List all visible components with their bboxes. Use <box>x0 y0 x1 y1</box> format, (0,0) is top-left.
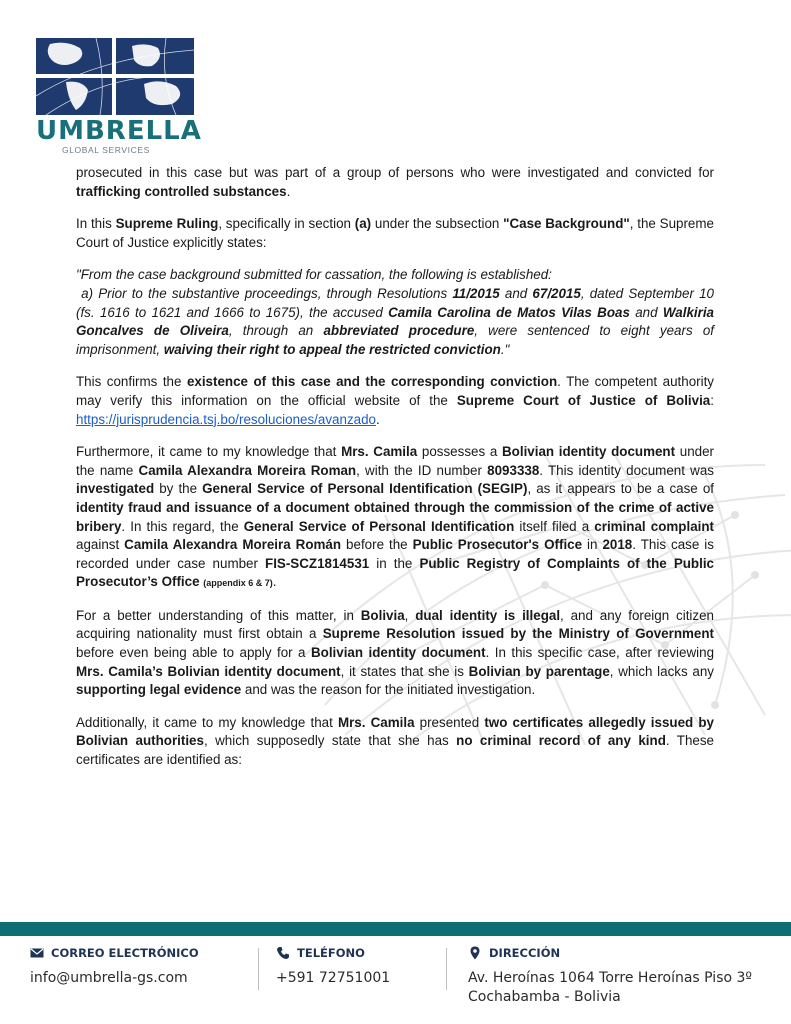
emphasis-text: "Case Background" <box>503 216 630 232</box>
body-text: and <box>499 285 533 301</box>
body-text: a) Prior to the substantive proceedings, through Resolutions <box>76 285 453 301</box>
body-text: , specifically in section <box>218 216 355 232</box>
footer-divider <box>258 948 259 990</box>
body-text: before even being able to apply for a <box>76 645 311 661</box>
address-line-1: Av. Heroínas 1064 Torre Heroínas Piso 3º <box>468 970 753 986</box>
address-label: DIRECCIÓN <box>489 946 561 960</box>
emphasis-text: no criminal record of any kind <box>456 733 666 749</box>
globe-logo-icon <box>36 38 194 115</box>
body-text: , which supposedly state that she has <box>203 733 457 749</box>
body-text: , as it appears to be a case of <box>527 481 714 497</box>
email-label: CORREO ELECTRÓNICO <box>51 946 199 960</box>
address-value <box>468 969 752 1007</box>
body-text: , <box>404 607 416 623</box>
email-value[interactable]: info@umbrella-gs.com <box>30 970 188 986</box>
body-text: . These certificates are identified as: <box>76 733 715 768</box>
body-text: and <box>629 304 663 320</box>
emphasis-text: abbreviated procedure <box>323 323 475 339</box>
brand-subtitle: GLOBAL SERVICES <box>62 145 150 155</box>
phone-label: TELÉFONO <box>297 946 365 960</box>
body-text: . <box>272 574 277 590</box>
emphasis-text: Mrs. Camila <box>341 444 418 460</box>
body-text: and was the reason for the initiated investigation. <box>241 682 536 698</box>
body-text: presented <box>414 714 485 730</box>
supreme-court-link[interactable]: https://jurisprudencia.tsj.bo/resoluciones/avanzado <box>76 411 376 427</box>
emphasis-text: existence of this case and the corresponding conviction <box>186 374 558 390</box>
emphasis-text: Bolivia <box>360 607 405 623</box>
emphasis-text: trafficking controlled substances <box>76 183 287 199</box>
emphasis-text: identity fraud and issuance of a document obtained through the commission of the crime of active bribery <box>76 499 714 534</box>
emphasis-text: investigated <box>76 481 155 497</box>
body-text: itself filed a <box>514 518 595 534</box>
emphasis-text: 8093338 <box>487 462 540 478</box>
body-text: For a better understanding of this matter, in <box>76 607 361 623</box>
emphasis-text: General Service of Personal Identification (SEGIP) <box>202 481 528 497</box>
footer-address <box>468 946 752 1007</box>
body-text: in the <box>369 555 420 571</box>
emphasis-text: supporting legal evidence <box>76 682 242 698</box>
body-text: . This case is recorded under case number <box>76 537 714 571</box>
emphasis-text: Camila Alexandra Moreira Roman <box>138 462 357 478</box>
emphasis-text: criminal complaint <box>594 518 715 534</box>
footer-phone <box>276 946 390 988</box>
emphasis-text: 11/2015 <box>452 285 500 301</box>
emphasis-text: General Service of Personal Identification <box>243 518 515 534</box>
paragraph-dual-identity <box>76 607 714 700</box>
paragraph-identity-document <box>76 443 714 593</box>
body-text: , dated September 10 (fs. 1616 to 1621 and 1666 to 1675), the accused <box>76 285 714 320</box>
emphasis-text: Public Registry of Complaints of the Public Prosecutor’s Office <box>76 555 714 590</box>
body-text: This confirms the <box>76 374 187 390</box>
address-line-2: Cochabamba - Bolivia <box>468 989 621 1005</box>
emphasis-text: Camila Alexandra Moreira Román <box>124 537 342 553</box>
body-text: in <box>582 537 603 553</box>
body-text: : <box>710 392 714 408</box>
emphasis-text: 2018 <box>602 537 633 553</box>
body-text: by the <box>154 481 203 497</box>
body-text: . <box>375 411 380 427</box>
body-text: , it states that she is <box>340 663 469 679</box>
body-text: ." <box>500 341 510 357</box>
brand-name: UMBRELLA <box>36 116 202 146</box>
emphasis-text: Supreme Court of Justice of Bolivia <box>456 392 711 408</box>
paragraph-certificates <box>76 714 714 770</box>
paragraph-2 <box>76 215 714 252</box>
footer-divider <box>446 948 447 990</box>
body-text: , which lacks any <box>609 663 714 679</box>
body-text: prosecuted in this case but was part of a group of persons who were investigated and convicted for <box>76 165 714 180</box>
body-text: . <box>286 183 291 199</box>
body-text: "From the case background submitted for cassation, the following is established: <box>76 267 552 283</box>
body-text: . In this specific case, after reviewing <box>485 645 715 661</box>
emphasis-text: dual identity is illegal <box>415 607 561 623</box>
body-text: , and any foreign citizen acquiring nationality must first obtain a <box>76 607 714 642</box>
emphasis-text: Mrs. Camila’s Bolivian identity document <box>76 663 341 679</box>
emphasis-text: Mrs. Camila <box>337 714 415 730</box>
emphasis-text: Walkiria Goncalves de Oliveira <box>76 304 714 339</box>
appendix-reference: (appendix 6 & 7) <box>203 578 273 589</box>
emphasis-text: 67/2015 <box>532 285 581 301</box>
emphasis-text: waiving their right to appeal the restricted conviction <box>163 341 501 357</box>
body-text: . In this regard, the <box>121 518 244 534</box>
footer <box>0 946 791 1024</box>
paragraph-1 <box>76 164 714 201</box>
body-text: under the name <box>76 444 715 478</box>
location-pin-icon <box>468 946 482 960</box>
emphasis-text: Bolivian identity document <box>310 645 486 661</box>
body-text: In this <box>76 216 116 232</box>
body-text: , with the ID number <box>356 462 488 478</box>
emphasis-text: Public Prosecutor's Office <box>412 537 583 553</box>
emphasis-text: Supreme Resolution issued by the Ministry of Government <box>322 626 715 642</box>
body-text: . This identity document was <box>539 462 714 478</box>
body-text: Furthermore, it came to my knowledge that <box>76 444 342 460</box>
footer-bar <box>0 922 791 936</box>
quoted-ruling <box>76 266 714 359</box>
footer-email <box>30 946 199 988</box>
envelope-icon <box>30 946 44 960</box>
body-text: under the subsection <box>371 216 504 232</box>
company-logo <box>36 38 202 155</box>
body-text: possesses a <box>417 444 502 460</box>
body-text: , the Supreme Court of Justice explicitly states: <box>76 216 714 250</box>
document-body <box>76 164 714 784</box>
body-text: , were sentenced to eight years of imprisonment, <box>76 323 714 357</box>
body-text: before the <box>341 537 413 553</box>
emphasis-text: two certificates allegedly issued by Bolivian authorities <box>76 714 714 749</box>
phone-icon <box>276 946 290 960</box>
emphasis-text: Bolivian identity document <box>502 444 676 460</box>
body-text: . The competent authority may verify this information on the official website of the <box>76 374 714 408</box>
emphasis-text: (a) <box>354 216 372 232</box>
emphasis-text: Camila Carolina de Matos Vilas Boas <box>388 304 630 320</box>
body-text: , through an <box>228 323 324 339</box>
emphasis-text: Bolivian by parentage <box>468 663 610 679</box>
emphasis-text: FIS-SCZ1814531 <box>265 555 370 571</box>
emphasis-text: Supreme Ruling <box>115 216 219 232</box>
body-text: against <box>76 537 125 553</box>
body-text: Additionally, it came to my knowledge that <box>76 714 338 730</box>
paragraph-confirmation <box>76 373 714 429</box>
phone-value[interactable]: +591 72751001 <box>276 970 391 986</box>
